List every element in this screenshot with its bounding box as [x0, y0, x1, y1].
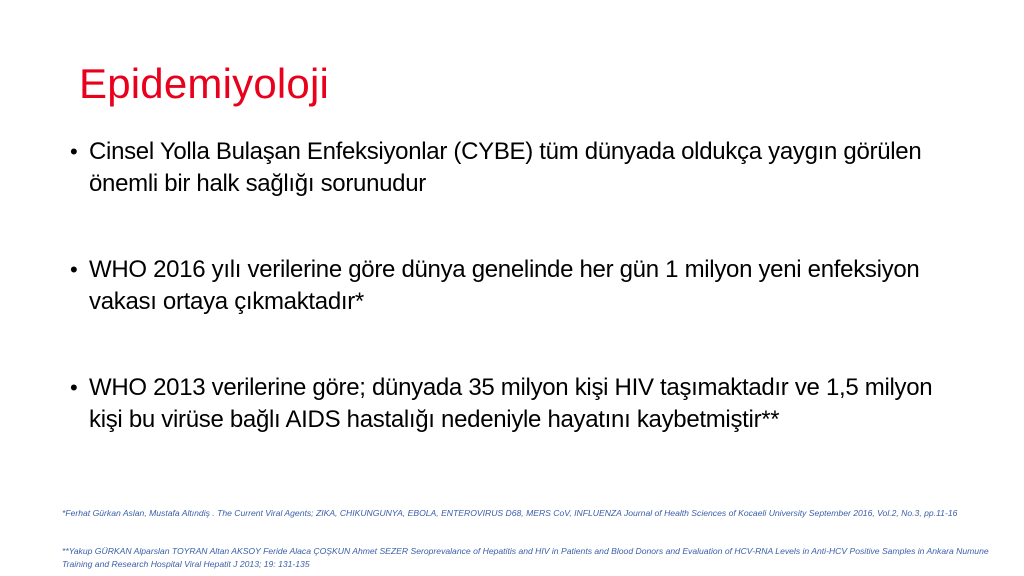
bullet-icon: •: [70, 139, 78, 164]
bullet-text: WHO 2013 verilerine göre; dünyada 35 milyon kişi HIV taşımaktadır ve 1,5 milyon kişi bu virüse bağlı AIDS hastalığı nedeniyle hayatını kaybetmiştir**: [89, 374, 933, 433]
footnote-reference-1: *Ferhat Gürkan Aslan, Mustafa Altındiş . The Current Viral Agents; ZIKA, CHIKUNGUNYA, EBOLA, ENTEROVIRUS D68, MERS CoV, INFLUENZA Journal of Health Sciences of Kocaeli University September 2016, Vol.2, No.3, pp.11-16: [62, 508, 958, 518]
bullet-text: Cinsel Yolla Bulaşan Enfeksiyonlar (CYBE) tüm dünyada oldukça yaygın görülen önemli bir halk sağlığı sorunudur: [89, 138, 922, 197]
bullet-icon: •: [70, 257, 78, 282]
bullet-text: WHO 2016 yılı verilerine göre dünya genelinde her gün 1 milyon yeni enfeksiyon vakası ortaya çıkmaktadır*: [89, 256, 920, 315]
footnote-reference-2: **Yakup GÜRKAN Alparslan TOYRAN Altan AKSOY Feride Alaca ÇOŞKUN Ahmet SEZER Seroprevalance of Hepatitis and HIV in Patients and Blood Donors and Evaluation of HCV-RNA Levels in Anti-HCV Positive Samples in Ankara Numune Training and Research Hospital Viral Hepatit J 2013; 19: 131-135: [62, 546, 989, 569]
bullet-icon: •: [70, 375, 78, 400]
slide-title: Epidemiyoloji: [79, 60, 330, 107]
